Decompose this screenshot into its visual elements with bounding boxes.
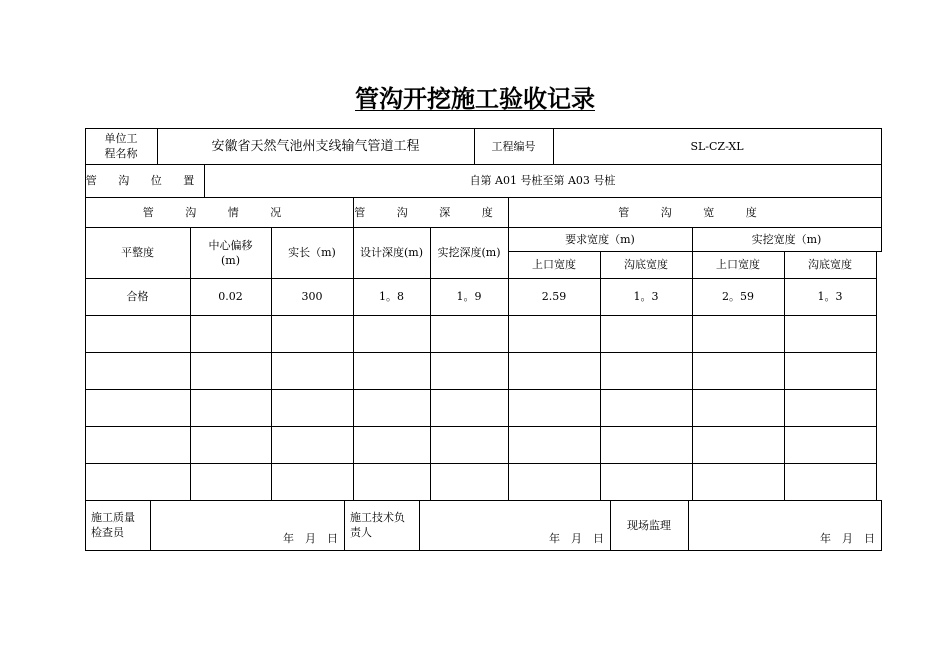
- row-5-center-offset: [190, 426, 271, 463]
- row-1-top-width-act: 2。59: [722, 290, 754, 303]
- location-label: 管 沟 位 置: [85, 174, 204, 187]
- row-1-flatness: 合格: [126, 290, 149, 303]
- tech-lead-label: 施工技术负 责人: [350, 511, 405, 539]
- col-flatness: 平整度: [121, 246, 154, 259]
- row-1-actual-length: 300: [301, 290, 323, 303]
- row-4-center-offset: [190, 389, 271, 426]
- row-1-bottom-width-act: 1。3: [817, 290, 843, 303]
- row-4-design-depth: [353, 389, 430, 426]
- location-value: 自第 A01 号桩至第 A03 号桩: [469, 174, 616, 187]
- row-6-design-depth: [353, 463, 430, 500]
- row-4-top-width-req: [508, 389, 600, 426]
- group-condition: 管 沟 情 况: [142, 205, 296, 219]
- row-6-top-width-act: [692, 463, 784, 500]
- row-3-actual-depth: [430, 352, 508, 389]
- page-title: 管沟开挖施工验收记录: [355, 85, 595, 113]
- row-1-bottom-width-req: 1。3: [633, 290, 659, 303]
- tech-lead-sign: 年 月 日: [549, 532, 604, 545]
- project-name-label: 单位工 程名称: [104, 132, 138, 160]
- row-5-design-depth: [353, 426, 430, 463]
- row-3-top-width-req: [508, 352, 600, 389]
- row-6-bottom-width-act: [784, 463, 876, 500]
- row-3-actual-length: [271, 352, 353, 389]
- project-name-value: 安徽省天然气池州支线输气管道工程: [211, 138, 420, 154]
- col-design-depth: 设计深度(m): [359, 246, 423, 259]
- row-3-center-offset: [190, 352, 271, 389]
- row-3-design-depth: [353, 352, 430, 389]
- col-bottom-width-act: 沟底宽度: [808, 258, 852, 271]
- row-3-top-width-act: [692, 352, 784, 389]
- col-required-width: 要求宽度（m): [565, 232, 635, 246]
- col-center-offset: 中心偏移 (m): [208, 238, 253, 267]
- row-2-actual-depth: [430, 315, 508, 352]
- row-2-actual-length: [271, 315, 353, 352]
- row-2-design-depth: [353, 315, 430, 352]
- row-6-actual-depth: [430, 463, 508, 500]
- row-6-center-offset: [190, 463, 271, 500]
- row-4-top-width-act: [692, 389, 784, 426]
- row-6-actual-length: [271, 463, 353, 500]
- row-3-flatness: [85, 352, 190, 389]
- project-no-value: SL-CZ-XL: [690, 139, 744, 153]
- row-6-flatness: [85, 463, 190, 500]
- row-6-top-width-req: [508, 463, 600, 500]
- row-2-bottom-width-act: [784, 315, 876, 352]
- row-2-top-width-act: [692, 315, 784, 352]
- row-5-actual-depth: [430, 426, 508, 463]
- row-5-actual-length: [271, 426, 353, 463]
- row-4-bottom-width-req: [600, 389, 692, 426]
- row-2-top-width-req: [508, 315, 600, 352]
- row-4-flatness: [85, 389, 190, 426]
- row-5-flatness: [85, 426, 190, 463]
- row-5-bottom-width-act: [784, 426, 876, 463]
- row-4-actual-length: [271, 389, 353, 426]
- row-2-center-offset: [190, 315, 271, 352]
- group-width: 管 沟 宽 度: [618, 205, 771, 219]
- col-actual-depth: 实挖深度(m): [437, 246, 501, 259]
- row-4-actual-depth: [430, 389, 508, 426]
- supervisor-label: 现场监理: [627, 518, 671, 532]
- row-5-bottom-width-req: [600, 426, 692, 463]
- row-5-top-width-act: [692, 426, 784, 463]
- col-top-width-act: 上口宽度: [716, 258, 760, 271]
- quality-inspector-sign: 年 月 日: [283, 532, 338, 545]
- row-5-top-width-req: [508, 426, 600, 463]
- project-no-label: 工程编号: [491, 139, 536, 153]
- col-actual-width: 实挖宽度（m): [751, 232, 822, 246]
- row-1-center-offset: 0.02: [218, 290, 243, 303]
- row-4-bottom-width-act: [784, 389, 876, 426]
- row-2-bottom-width-req: [600, 315, 692, 352]
- col-actual-length: 实长（m): [288, 246, 336, 259]
- col-top-width-req: 上口宽度: [532, 258, 576, 271]
- supervisor-sign: 年 月 日: [820, 532, 875, 545]
- quality-inspector-label: 施工质量 检查员: [91, 511, 135, 539]
- group-depth: 管 沟 深 度: [354, 205, 507, 219]
- row-3-bottom-width-req: [600, 352, 692, 389]
- row-1-actual-depth: 1。9: [456, 290, 482, 303]
- col-bottom-width-req: 沟底宽度: [624, 258, 668, 271]
- row-1-design-depth: 1。8: [379, 290, 404, 303]
- row-6-bottom-width-req: [600, 463, 692, 500]
- row-2-flatness: [85, 315, 190, 352]
- row-1-top-width-req: 2.59: [541, 290, 567, 303]
- row-3-bottom-width-act: [784, 352, 876, 389]
